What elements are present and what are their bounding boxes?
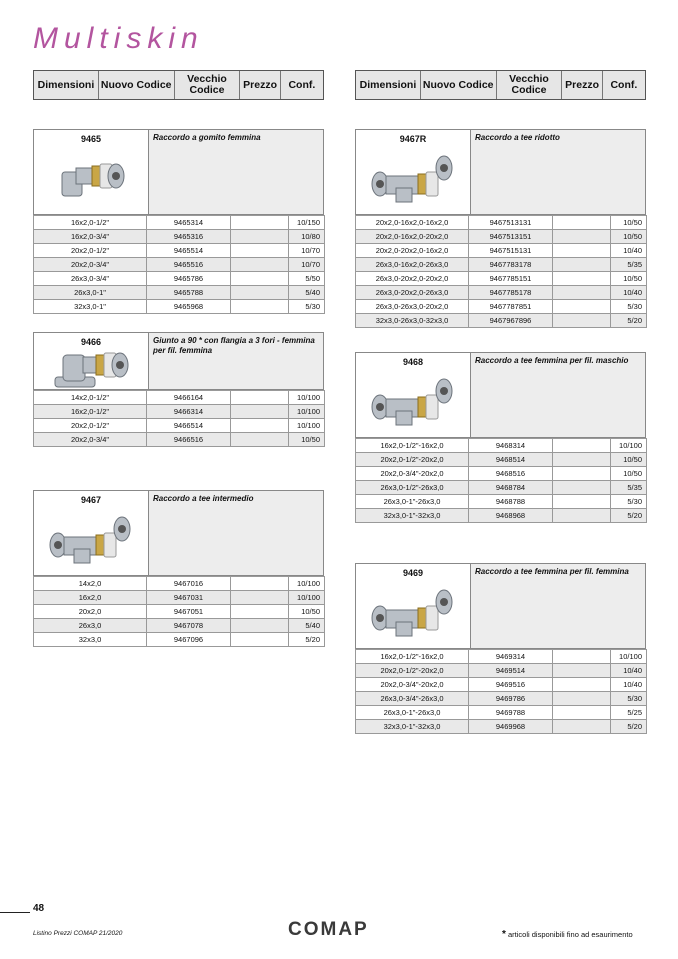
cell-dimensioni: 26x3,0-1"-26x3,0 bbox=[356, 495, 469, 509]
table-row bbox=[34, 230, 325, 244]
table-row bbox=[34, 286, 325, 300]
product-description: Raccordo a gomito femmina bbox=[149, 130, 323, 214]
product-header bbox=[33, 332, 324, 390]
table-row bbox=[356, 439, 647, 453]
table-row bbox=[34, 272, 325, 286]
cell-prezzo bbox=[553, 481, 611, 495]
fitting-illustration-icon bbox=[368, 584, 458, 644]
cell-nuovo-codice: 9467785178 bbox=[469, 286, 553, 300]
cell-conf: 10/100 bbox=[611, 650, 647, 664]
table-row bbox=[356, 286, 647, 300]
cell-dimensioni: 32x3,0-1" bbox=[34, 300, 147, 314]
cell-nuovo-codice: 9465786 bbox=[147, 272, 231, 286]
cell-dimensioni: 26x3,0-26x3,0-20x2,0 bbox=[356, 300, 469, 314]
table-row bbox=[34, 216, 325, 230]
cell-prezzo bbox=[231, 591, 289, 605]
table-row bbox=[356, 481, 647, 495]
cell-prezzo bbox=[553, 495, 611, 509]
cell-nuovo-codice: 9468788 bbox=[469, 495, 553, 509]
cell-nuovo-codice: 9468514 bbox=[469, 453, 553, 467]
product-description: Raccordo a tee ridotto bbox=[471, 130, 645, 214]
product-image bbox=[356, 130, 471, 214]
product-block-9466 bbox=[33, 332, 324, 447]
product-table bbox=[355, 215, 647, 328]
column-prezzo: Prezzo bbox=[240, 71, 280, 99]
cell-conf: 5/50 bbox=[289, 272, 325, 286]
table-row bbox=[356, 706, 647, 720]
product-description: Raccordo a tee femmina per fil. femmina bbox=[471, 564, 645, 648]
cell-dimensioni: 14x2,0 bbox=[34, 577, 147, 591]
cell-conf: 5/40 bbox=[289, 286, 325, 300]
cell-conf: 5/20 bbox=[611, 509, 647, 523]
product-code: 9469 bbox=[402, 568, 424, 578]
cell-conf: 5/40 bbox=[289, 619, 325, 633]
cell-prezzo bbox=[231, 230, 289, 244]
cell-dimensioni: 16x2,0-3/4" bbox=[34, 230, 147, 244]
cell-dimensioni: 20x2,0-1/2"-20x2,0 bbox=[356, 664, 469, 678]
cell-conf: 10/50 bbox=[289, 605, 325, 619]
cell-prezzo bbox=[553, 439, 611, 453]
cell-prezzo bbox=[231, 286, 289, 300]
cell-dimensioni: 16x2,0 bbox=[34, 591, 147, 605]
cell-prezzo bbox=[553, 678, 611, 692]
cell-prezzo bbox=[231, 216, 289, 230]
cell-prezzo bbox=[231, 391, 289, 405]
cell-dimensioni: 20x2,0-20x2,0-16x2,0 bbox=[356, 244, 469, 258]
cell-nuovo-codice: 9469314 bbox=[469, 650, 553, 664]
column-nuovo-codice: Nuovo Codice bbox=[421, 71, 497, 99]
product-image bbox=[34, 130, 149, 214]
cell-prezzo bbox=[553, 720, 611, 734]
product-header bbox=[355, 129, 646, 215]
cell-nuovo-codice: 9467016 bbox=[147, 577, 231, 591]
cell-conf: 10/50 bbox=[611, 216, 647, 230]
cell-nuovo-codice: 9469514 bbox=[469, 664, 553, 678]
cell-conf: 5/35 bbox=[611, 258, 647, 272]
product-block-9468 bbox=[355, 352, 646, 523]
cell-dimensioni: 14x2,0-1/2" bbox=[34, 391, 147, 405]
table-row bbox=[34, 419, 325, 433]
column-vecchio-codice: Vecchio Codice bbox=[497, 71, 563, 99]
cell-conf: 10/100 bbox=[289, 405, 325, 419]
cell-conf: 5/30 bbox=[611, 300, 647, 314]
cell-conf: 10/100 bbox=[289, 391, 325, 405]
cell-conf: 10/70 bbox=[289, 244, 325, 258]
table-row bbox=[356, 495, 647, 509]
cell-dimensioni: 20x2,0-3/4" bbox=[34, 433, 147, 447]
page-title: Multiskin bbox=[33, 22, 204, 55]
product-image bbox=[34, 333, 149, 389]
cell-conf: 10/100 bbox=[289, 419, 325, 433]
cell-conf: 5/20 bbox=[289, 633, 325, 647]
cell-dimensioni: 16x2,0-1/2" bbox=[34, 216, 147, 230]
product-header bbox=[355, 352, 646, 438]
cell-conf: 10/50 bbox=[611, 272, 647, 286]
fitting-illustration-icon bbox=[368, 150, 458, 210]
catalog-label: Listino Prezzi COMAP 21/2020 bbox=[33, 930, 123, 937]
asterisk-mark: * bbox=[502, 929, 506, 940]
product-code: 9465 bbox=[80, 134, 102, 144]
product-block-9469 bbox=[355, 563, 646, 734]
cell-conf: 10/100 bbox=[289, 577, 325, 591]
table-row bbox=[34, 619, 325, 633]
cell-dimensioni: 20x2,0-3/4" bbox=[34, 258, 147, 272]
cell-nuovo-codice: 9466516 bbox=[147, 433, 231, 447]
cell-nuovo-codice: 9466514 bbox=[147, 419, 231, 433]
cell-conf: 5/30 bbox=[611, 692, 647, 706]
product-description: Raccordo a tee intermedio bbox=[149, 491, 323, 575]
product-code: 9466 bbox=[80, 337, 102, 347]
column-vecchio-codice: Vecchio Codice bbox=[175, 71, 241, 99]
cell-dimensioni: 16x2,0-1/2"-16x2,0 bbox=[356, 439, 469, 453]
cell-dimensioni: 32x3,0-1"-32x3,0 bbox=[356, 509, 469, 523]
cell-conf: 10/150 bbox=[289, 216, 325, 230]
cell-conf: 10/50 bbox=[611, 230, 647, 244]
cell-nuovo-codice: 9467051 bbox=[147, 605, 231, 619]
table-row bbox=[356, 692, 647, 706]
page-number-rule bbox=[0, 912, 30, 913]
table-row bbox=[356, 509, 647, 523]
cell-dimensioni: 26x3,0-1/2"-26x3,0 bbox=[356, 481, 469, 495]
cell-prezzo bbox=[231, 300, 289, 314]
table-row bbox=[34, 591, 325, 605]
cell-nuovo-codice: 9465516 bbox=[147, 258, 231, 272]
table-row bbox=[356, 216, 647, 230]
cell-dimensioni: 20x2,0-16x2,0-16x2,0 bbox=[356, 216, 469, 230]
column-nuovo-codice: Nuovo Codice bbox=[99, 71, 175, 99]
table-row bbox=[356, 720, 647, 734]
column-conf: Conf. bbox=[288, 78, 316, 91]
column-header-left bbox=[33, 70, 324, 100]
cell-nuovo-codice: 9468314 bbox=[469, 439, 553, 453]
cell-prezzo bbox=[231, 258, 289, 272]
cell-prezzo bbox=[553, 664, 611, 678]
cell-nuovo-codice: 9465514 bbox=[147, 244, 231, 258]
table-row bbox=[356, 244, 647, 258]
cell-dimensioni: 20x2,0-3/4"-20x2,0 bbox=[356, 678, 469, 692]
cell-nuovo-codice: 9469968 bbox=[469, 720, 553, 734]
cell-nuovo-codice: 9467785151 bbox=[469, 272, 553, 286]
cell-prezzo bbox=[231, 619, 289, 633]
cell-nuovo-codice: 9465788 bbox=[147, 286, 231, 300]
cell-dimensioni: 20x2,0-16x2,0-20x2,0 bbox=[356, 230, 469, 244]
cell-conf: 5/20 bbox=[611, 720, 647, 734]
product-table bbox=[355, 438, 647, 523]
cell-dimensioni: 32x3,0-1"-32x3,0 bbox=[356, 720, 469, 734]
table-row bbox=[34, 605, 325, 619]
cell-dimensioni: 32x3,0-26x3,0-32x3,0 bbox=[356, 314, 469, 328]
cell-prezzo bbox=[553, 272, 611, 286]
cell-prezzo bbox=[231, 405, 289, 419]
cell-conf: 5/30 bbox=[611, 495, 647, 509]
cell-conf: 5/20 bbox=[611, 314, 647, 328]
column-conf: Conf. bbox=[610, 78, 638, 91]
product-block-9467 bbox=[33, 490, 324, 647]
product-image bbox=[356, 353, 471, 437]
cell-dimensioni: 16x2,0-1/2"-16x2,0 bbox=[356, 650, 469, 664]
cell-nuovo-codice: 9467783178 bbox=[469, 258, 553, 272]
product-code: 9467 bbox=[80, 495, 102, 505]
product-code: 9468 bbox=[402, 357, 424, 367]
cell-nuovo-codice: 9467967896 bbox=[469, 314, 553, 328]
cell-nuovo-codice: 9468784 bbox=[469, 481, 553, 495]
cell-nuovo-codice: 9469786 bbox=[469, 692, 553, 706]
product-image bbox=[356, 564, 471, 648]
cell-conf: 10/100 bbox=[289, 591, 325, 605]
cell-dimensioni: 26x3,0-20x2,0-26x3,0 bbox=[356, 286, 469, 300]
cell-dimensioni: 32x3,0 bbox=[34, 633, 147, 647]
cell-prezzo bbox=[553, 314, 611, 328]
cell-dimensioni: 26x3,0-16x2,0-26x3,0 bbox=[356, 258, 469, 272]
cell-prezzo bbox=[553, 300, 611, 314]
cell-conf: 10/80 bbox=[289, 230, 325, 244]
cell-conf: 10/70 bbox=[289, 258, 325, 272]
table-row bbox=[34, 405, 325, 419]
product-image bbox=[34, 491, 149, 575]
fitting-illustration-icon bbox=[51, 341, 131, 401]
cell-conf: 10/50 bbox=[289, 433, 325, 447]
product-block-9465 bbox=[33, 129, 324, 314]
table-row bbox=[356, 300, 647, 314]
product-code: 9467R bbox=[399, 134, 427, 144]
cell-conf: 10/40 bbox=[611, 664, 647, 678]
cell-dimensioni: 20x2,0-1/2"-20x2,0 bbox=[356, 453, 469, 467]
cell-prezzo bbox=[553, 286, 611, 300]
cell-nuovo-codice: 9467513131 bbox=[469, 216, 553, 230]
product-block-9467R bbox=[355, 129, 646, 328]
table-row bbox=[356, 230, 647, 244]
product-table bbox=[33, 576, 325, 647]
cell-conf: 10/40 bbox=[611, 244, 647, 258]
product-header bbox=[33, 490, 324, 576]
cell-prezzo bbox=[553, 509, 611, 523]
table-row bbox=[356, 258, 647, 272]
cell-nuovo-codice: 9465316 bbox=[147, 230, 231, 244]
cell-conf: 10/40 bbox=[611, 678, 647, 692]
cell-conf: 5/25 bbox=[611, 706, 647, 720]
cell-conf: 10/100 bbox=[611, 439, 647, 453]
cell-prezzo bbox=[231, 244, 289, 258]
cell-prezzo bbox=[231, 577, 289, 591]
column-dimensioni: Dimensioni bbox=[34, 71, 99, 99]
cell-prezzo bbox=[553, 258, 611, 272]
cell-prezzo bbox=[553, 706, 611, 720]
cell-dimensioni: 20x2,0 bbox=[34, 605, 147, 619]
cell-prezzo bbox=[231, 433, 289, 447]
cell-nuovo-codice: 9468516 bbox=[469, 467, 553, 481]
table-row bbox=[356, 664, 647, 678]
product-table bbox=[355, 649, 647, 734]
cell-dimensioni: 20x2,0-3/4"-20x2,0 bbox=[356, 467, 469, 481]
availability-note-text: articoli disponibili fino ad esaurimento bbox=[508, 930, 633, 939]
fitting-illustration-icon bbox=[368, 373, 458, 433]
cell-nuovo-codice: 9467031 bbox=[147, 591, 231, 605]
cell-prezzo bbox=[553, 467, 611, 481]
cell-conf: 10/40 bbox=[611, 286, 647, 300]
table-row bbox=[356, 272, 647, 286]
availability-note bbox=[502, 929, 633, 940]
table-row bbox=[356, 453, 647, 467]
column-prezzo: Prezzo bbox=[562, 71, 602, 99]
table-row bbox=[34, 258, 325, 272]
product-table bbox=[33, 215, 325, 314]
cell-prezzo bbox=[553, 453, 611, 467]
cell-nuovo-codice: 9465968 bbox=[147, 300, 231, 314]
fitting-illustration-icon bbox=[46, 511, 136, 571]
cell-prezzo bbox=[231, 419, 289, 433]
comap-logo: COMAP bbox=[288, 919, 369, 940]
column-dimensioni: Dimensioni bbox=[356, 71, 421, 99]
cell-prezzo bbox=[231, 633, 289, 647]
cell-conf: 5/30 bbox=[289, 300, 325, 314]
cell-prezzo bbox=[553, 244, 611, 258]
cell-dimensioni: 26x3,0 bbox=[34, 619, 147, 633]
product-description: Giunto a 90 * con flangia a 3 fori - femmina per fil. femmina bbox=[149, 333, 323, 389]
fitting-illustration-icon bbox=[56, 150, 126, 210]
table-row bbox=[356, 650, 647, 664]
cell-nuovo-codice: 9468968 bbox=[469, 509, 553, 523]
table-row bbox=[356, 314, 647, 328]
cell-conf: 10/50 bbox=[611, 467, 647, 481]
cell-nuovo-codice: 9465314 bbox=[147, 216, 231, 230]
cell-nuovo-codice: 9467096 bbox=[147, 633, 231, 647]
product-header bbox=[33, 129, 324, 215]
cell-dimensioni: 20x2,0-1/2" bbox=[34, 244, 147, 258]
cell-prezzo bbox=[231, 272, 289, 286]
cell-dimensioni: 26x3,0-3/4" bbox=[34, 272, 147, 286]
table-row bbox=[34, 300, 325, 314]
table-row bbox=[356, 467, 647, 481]
product-header bbox=[355, 563, 646, 649]
cell-nuovo-codice: 9469516 bbox=[469, 678, 553, 692]
cell-prezzo bbox=[231, 605, 289, 619]
cell-conf: 10/50 bbox=[611, 453, 647, 467]
product-description: Raccordo a tee femmina per fil. maschio bbox=[471, 353, 645, 437]
cell-dimensioni: 26x3,0-3/4"-26x3,0 bbox=[356, 692, 469, 706]
cell-nuovo-codice: 9467513151 bbox=[469, 230, 553, 244]
table-row bbox=[34, 633, 325, 647]
cell-dimensioni: 20x2,0-1/2" bbox=[34, 419, 147, 433]
table-row bbox=[34, 577, 325, 591]
cell-dimensioni: 26x3,0-20x2,0-20x2,0 bbox=[356, 272, 469, 286]
cell-conf: 5/35 bbox=[611, 481, 647, 495]
cell-prezzo bbox=[553, 692, 611, 706]
cell-nuovo-codice: 9466164 bbox=[147, 391, 231, 405]
cell-nuovo-codice: 9469788 bbox=[469, 706, 553, 720]
table-row bbox=[34, 244, 325, 258]
cell-nuovo-codice: 9467787851 bbox=[469, 300, 553, 314]
cell-nuovo-codice: 9466314 bbox=[147, 405, 231, 419]
cell-prezzo bbox=[553, 216, 611, 230]
page-number: 48 bbox=[33, 903, 45, 914]
cell-nuovo-codice: 9467078 bbox=[147, 619, 231, 633]
cell-dimensioni: 16x2,0-1/2" bbox=[34, 405, 147, 419]
table-row bbox=[34, 433, 325, 447]
table-row bbox=[356, 678, 647, 692]
cell-prezzo bbox=[553, 650, 611, 664]
cell-dimensioni: 26x3,0-1"-26x3,0 bbox=[356, 706, 469, 720]
cell-prezzo bbox=[553, 230, 611, 244]
column-header-right bbox=[355, 70, 646, 100]
cell-nuovo-codice: 9467515131 bbox=[469, 244, 553, 258]
cell-dimensioni: 26x3,0-1" bbox=[34, 286, 147, 300]
